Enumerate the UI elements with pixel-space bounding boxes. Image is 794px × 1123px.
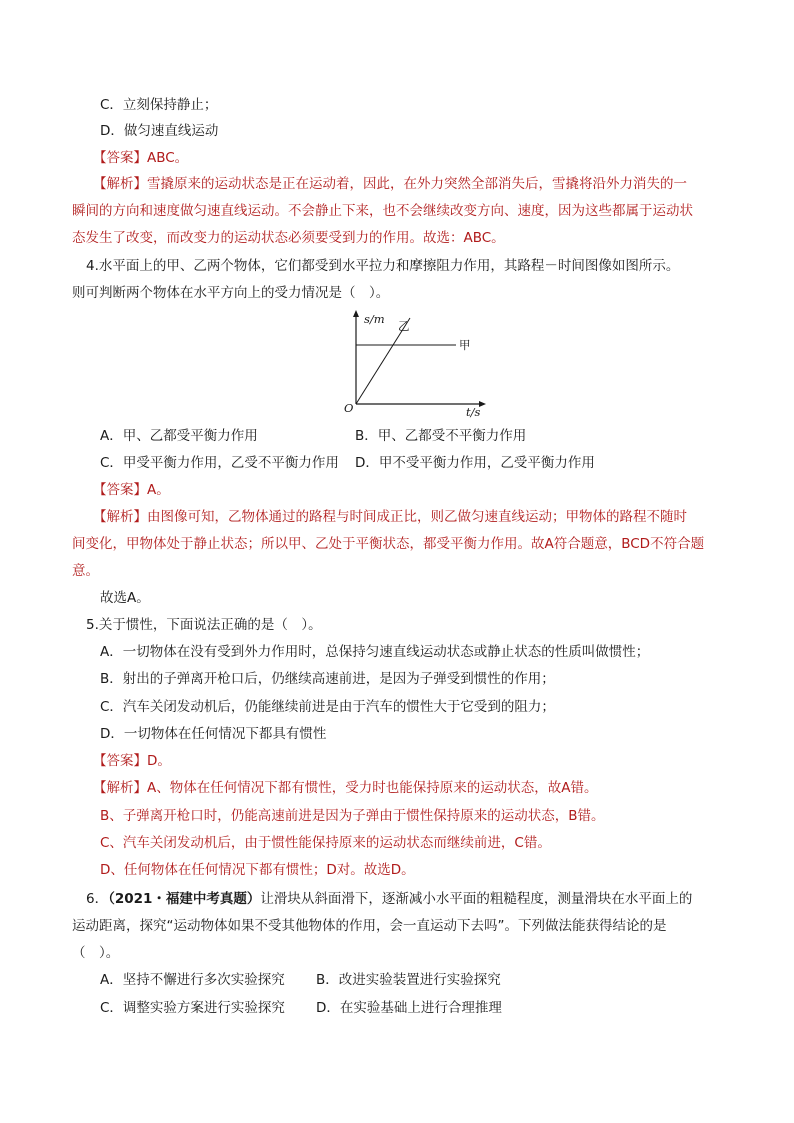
q4-analysis-line1 (93, 507, 687, 527)
q5-option-d: D．一切物体在任何情况下都具有惯性 (100, 726, 327, 742)
analysis-tag: 【解析】 (93, 780, 147, 796)
q5-option-c: C．汽车关闭发动机后，仍能继续前进是由于汽车的惯性大于它受到的阻力； (100, 699, 555, 715)
series-jia-label: 甲 (459, 338, 471, 352)
y-axis-arrow (353, 310, 359, 317)
q4-option-a: A．甲、乙都受平衡力作用 (100, 428, 258, 444)
answer-value: A。 (147, 482, 170, 498)
q5-answer (93, 751, 171, 771)
q6-option-d: D．在实验基础上进行合理推理 (316, 1000, 502, 1016)
answer-tag: 【答案】 (93, 753, 147, 769)
q6-option-c: C．调整实验方案进行实验探究 (100, 1000, 285, 1016)
analysis-text: A、物体在任何情况下都有惯性，受力时也能保持原来的运动状态，故A错。 (147, 780, 598, 796)
q4-option-b: B．甲、乙都受不平衡力作用 (355, 428, 527, 444)
q4-answer (93, 480, 170, 500)
analysis-tag: 【解析】 (93, 176, 147, 192)
x-axis-label: t/s (466, 405, 481, 419)
answer-value: ABC。 (147, 150, 189, 166)
q3-answer (93, 148, 188, 168)
analysis-text: 雪撬原来的运动状态是正在运动着，因此，在外力突然全部消失后，雪撬将沿外力消失的一 (147, 176, 687, 192)
q5-analysis-line1 (93, 778, 597, 798)
answer-tag: 【答案】 (93, 482, 147, 498)
y-axis-label: s/m (364, 312, 385, 326)
q4-conclusion: 故选A。 (100, 590, 150, 606)
q3-option-d: D．做匀速直线运动 (100, 123, 219, 139)
q5-analysis-line3: C、汽车关闭发动机后，由于惯性能保持原来的运动状态而继续前进，C错。 (100, 835, 551, 851)
q5-analysis-line4: D、任何物体在任何情况下都有惯性；D对。故选D。 (100, 862, 415, 878)
answer-tag: 【答案】 (93, 150, 147, 166)
q3-analysis-line3: 态发生了改变，而改变力的运动状态必须要受到力的作用。故选：ABC。 (72, 230, 505, 246)
q4-analysis-line2: 间变化，甲物体处于静止状态；所以甲、乙处于平衡状态，都受平衡力作用。故A符合题意，BCD不符合题 (72, 536, 705, 552)
q4-stem-line2: 则可判断两个物体在水平方向上的受力情况是（ ）。 (72, 285, 390, 301)
q6-stem-line1 (86, 889, 692, 909)
q3-analysis-line1 (93, 174, 687, 194)
q6-source: （2021・福建中考真题） (108, 891, 261, 907)
q5-analysis-line2: B、子弹离开枪口时，仍能高速前进是因为子弹由于惯性保持原来的运动状态，B错。 (100, 808, 605, 824)
q6-option-b: B．改进实验装置进行实验探究 (316, 972, 501, 988)
q5-stem: 5.关于惯性，下面说法正确的是（ ）。 (86, 617, 322, 633)
q4-option-d: D．甲不受平衡力作用，乙受平衡力作用 (355, 455, 595, 471)
q4-analysis-line3: 意。 (72, 563, 99, 579)
q4-option-c: C．甲受平衡力作用，乙受不平衡力作用 (100, 455, 339, 471)
q4-st-graph (318, 308, 488, 418)
q6-option-a: A．坚持不懈进行多次实验探究 (100, 972, 285, 988)
analysis-text: 由图像可知，乙物体通过的路程与时间成正比，则乙做匀速直线运动；甲物体的路程不随时 (147, 509, 687, 525)
q6-stem-text: 让滑块从斜面滑下，逐渐减小水平面的粗糙程度，测量滑块在水平面上的 (260, 891, 693, 907)
series-yi-label: 乙 (398, 319, 410, 333)
q6-number: 6． (86, 891, 109, 907)
q6-stem-line2: 运动距离，探究“运动物体如果不受其他物体的作用，会一直运动下去吗”。下列做法能获得结论的是 (72, 918, 667, 934)
q5-option-b: B．射出的子弹离开枪口后，仍继续高速前进，是因为子弹受到惯性的作用； (100, 671, 555, 687)
origin-label: O (344, 401, 354, 415)
q3-option-c: C．立刻保持静止； (100, 97, 218, 113)
analysis-tag: 【解析】 (93, 509, 147, 525)
q6-stem-line3: （ ）。 (72, 945, 120, 961)
q5-option-a: A．一切物体在没有受到外力作用时，总保持匀速直线运动状态或静止状态的性质叫做惯性； (100, 644, 650, 660)
q4-stem-line1: 4.水平面上的甲、乙两个物体，它们都受到水平拉力和摩擦阻力作用，其路程－时间图像如图所示。 (86, 258, 680, 274)
q3-analysis-line2: 瞬间的方向和速度做匀速直线运动。不会静止下来，也不会继续改变方向、速度，因为这些都属于运动状 (72, 203, 693, 219)
answer-value: D。 (147, 753, 171, 769)
st-graph-svg (318, 308, 488, 418)
